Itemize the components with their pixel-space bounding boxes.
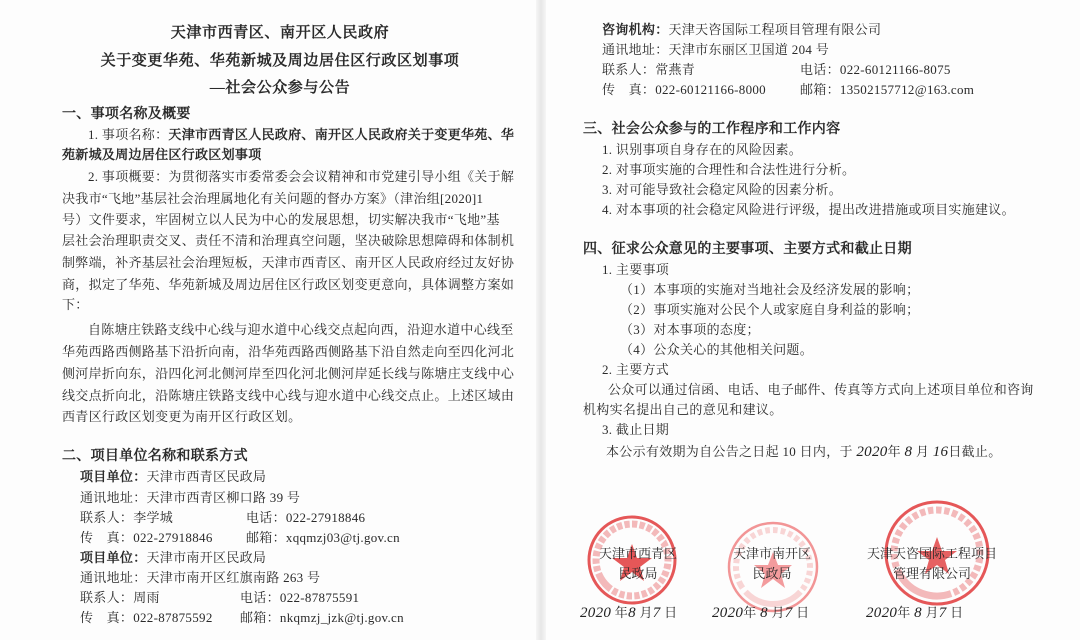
unit1-name bbox=[80, 469, 266, 485]
item2-line: 决我市“飞地”基层社会治理属地化有关问题的督办方案》（津治组[2020]1 bbox=[62, 191, 484, 206]
signature-line: 管理有限公司 bbox=[892, 566, 972, 581]
item2-line: 制弊端，补齐基层社会治理短板，天津市西青区、南开区人民政府经过友好协 bbox=[62, 255, 515, 270]
consultant-fax bbox=[602, 82, 766, 98]
boundary-line: 华苑西路西侧路基下沿折向南，沿华苑西路西侧路基下沿自然走向至四化河北 bbox=[62, 344, 515, 359]
item1-text: 天津市西青区人民政府、南开区人民政府关于变更华苑、华 bbox=[168, 127, 515, 142]
label: 日 bbox=[664, 605, 678, 620]
value: 天津天咨国际工程项目管理有限公司 bbox=[668, 22, 882, 37]
label: 通讯地址： bbox=[602, 42, 669, 57]
section4-sub1: 1. 主要事项 bbox=[602, 262, 670, 277]
label: 项目单位： bbox=[80, 469, 147, 484]
label: 联系人： bbox=[80, 510, 134, 525]
label: 电话： bbox=[800, 62, 840, 77]
boundary-line: 线交点折向北，沿陈塘庄铁路支线中心线与迎水道中心线交点止。上述区域由 bbox=[62, 388, 515, 403]
section3-heading: 三、社会公众参与的工作程序和工作内容 bbox=[583, 122, 841, 137]
value: 022-27918846 bbox=[285, 510, 366, 525]
value: 022-60121166-8075 bbox=[839, 62, 951, 77]
unit1-fax bbox=[80, 530, 213, 546]
label: 月 bbox=[915, 444, 930, 459]
day: 7 bbox=[938, 605, 947, 621]
value: 李学城 bbox=[133, 510, 174, 525]
date-nankai bbox=[712, 605, 809, 621]
label: 电话： bbox=[246, 510, 286, 525]
label: 邮箱： bbox=[800, 82, 840, 97]
title-line-1: 天津市西青区、南开区人民政府 bbox=[170, 25, 390, 41]
boundary-line: 自陈塘庄铁路支线中心线与迎水道中心线交点起向西，沿迎水道中心线至 bbox=[88, 322, 514, 337]
value: 022-60121166-8000 bbox=[655, 82, 766, 97]
month: 8 bbox=[628, 605, 636, 621]
deadline-year: 2020 bbox=[856, 444, 888, 460]
month: 8 bbox=[914, 605, 922, 621]
label: 邮箱： bbox=[246, 530, 286, 545]
signature-line: 民政局 bbox=[752, 566, 792, 581]
consultant-contact bbox=[602, 62, 695, 78]
section3-item: 3. 对可能导致社会稳定风险的因素分析。 bbox=[602, 182, 843, 197]
value: 天津市东丽区卫国道 204 号 bbox=[668, 42, 830, 57]
unit2-contact bbox=[80, 590, 160, 606]
item2-line: 2. 事项概要：为贯彻落实市委常委会会议精神和市党建引导小组《关于解 bbox=[88, 169, 515, 184]
label: 年 bbox=[887, 444, 901, 459]
label: 传 真： bbox=[80, 610, 134, 625]
day: 7 bbox=[652, 605, 661, 621]
item2-line: 下： bbox=[62, 297, 89, 312]
section4-sub1-item: （3）对本事项的态度； bbox=[620, 322, 760, 337]
date-tianzi bbox=[866, 605, 963, 621]
value: xqqmzj03@tj.gov.cn bbox=[285, 530, 400, 545]
label: 通讯地址： bbox=[80, 570, 147, 585]
label: 月 bbox=[639, 605, 653, 620]
year: 2020 bbox=[866, 605, 898, 621]
label: 日 bbox=[796, 605, 810, 620]
month: 8 bbox=[760, 605, 768, 621]
deadline-month: 8 bbox=[904, 444, 913, 460]
title-line-2: 关于变更华苑、华苑新城及周边居住区行政区划事项 bbox=[100, 53, 460, 69]
unit2-fax bbox=[80, 610, 213, 626]
consultant-address bbox=[602, 42, 829, 58]
signature-line: 天津市南开区 bbox=[732, 546, 812, 561]
section4-sub2-line: 公众可以通过信函、电话、电子邮件、传真等方式向上述项目单位和咨询 bbox=[608, 382, 1034, 397]
label: 咨询机构： bbox=[602, 22, 669, 37]
deadline-suffix: 日截止。 bbox=[948, 444, 1002, 459]
consultant-email bbox=[800, 82, 974, 98]
section2-heading: 二、项目单位名称和联系方式 bbox=[62, 449, 248, 464]
value: 周雨 bbox=[133, 590, 160, 605]
value: 13502157712@163.com bbox=[839, 82, 975, 97]
section4-sub1-item: （4）公众关心的其他相关问题。 bbox=[620, 342, 814, 357]
value: 022-27918846 bbox=[133, 530, 213, 545]
label: 电话： bbox=[240, 590, 280, 605]
section4-heading: 四、征求公众意见的主要事项、主要方式和截止日期 bbox=[583, 242, 912, 257]
label: 传 真： bbox=[602, 82, 656, 97]
section1-heading: 一、事项名称及概要 bbox=[62, 107, 191, 122]
unit2-address bbox=[80, 570, 320, 586]
year: 2020 bbox=[580, 605, 612, 621]
section3-item: 4. 对本事项的社会稳定风险进行评级，提出改进措施或项目实施建议。 bbox=[602, 202, 1015, 217]
unit2-phone bbox=[240, 590, 359, 606]
item2-line: 层社会治理职责交叉、责任不清和治理真空问题，坚决破除思想障碍和体制机 bbox=[62, 233, 515, 248]
label: 联系人： bbox=[80, 590, 134, 605]
day: 7 bbox=[784, 605, 793, 621]
consultant-name bbox=[602, 22, 881, 38]
value: 天津市西青区民政局 bbox=[146, 469, 267, 484]
signature-line: 天津天咨国际工程项目 bbox=[866, 546, 998, 561]
section3-item: 1. 识别事项自身存在的风险因素。 bbox=[602, 142, 803, 157]
section4-sub1-item: （1）本事项的实施对当地社会及经济发展的影响； bbox=[620, 282, 920, 297]
value: 天津市南开区红旗南路 263 号 bbox=[146, 570, 321, 585]
item1-label: 1. 事项名称： bbox=[88, 127, 169, 142]
signature-tianzi bbox=[867, 544, 997, 584]
label: 联系人： bbox=[602, 62, 656, 77]
value: 天津市南开区民政局 bbox=[146, 550, 267, 565]
label: 日 bbox=[950, 605, 964, 620]
value: 常燕青 bbox=[655, 62, 696, 77]
consultant-phone bbox=[800, 62, 951, 78]
year: 2020 bbox=[712, 605, 744, 621]
section3-item: 2. 对事项实施的合理性和合法性进行分析。 bbox=[602, 162, 856, 177]
item2-line: 号）文件要求，牢固树立以人民为中心的发展思想，切实解决我市“飞地”基 bbox=[62, 212, 500, 227]
label: 月 bbox=[925, 605, 939, 620]
item2-line: 商，拟定了华苑、华苑新城及周边居住区行政区划变更意向，具体调整方案如 bbox=[62, 277, 515, 292]
signature-line: 天津市西青区 bbox=[598, 546, 678, 561]
signature-nankai bbox=[733, 544, 811, 584]
value: 022-87875591 bbox=[279, 590, 360, 605]
label: 邮箱： bbox=[240, 610, 280, 625]
unit1-address bbox=[80, 490, 300, 506]
signature-xiqing bbox=[599, 544, 677, 584]
date-xiqing bbox=[580, 605, 677, 621]
deadline-prefix: 本公示有效期为自公告之日起 10 日内，于 bbox=[606, 444, 853, 459]
label: 月 bbox=[771, 605, 785, 620]
label: 年 bbox=[897, 605, 911, 620]
unit1-phone bbox=[246, 510, 365, 526]
label: 传 真： bbox=[80, 530, 134, 545]
signature-line: 民政局 bbox=[618, 566, 658, 581]
deadline-line bbox=[606, 444, 1002, 460]
page-gutter bbox=[536, 0, 546, 640]
unit2-name bbox=[80, 550, 266, 566]
value: 022-87875592 bbox=[133, 610, 213, 625]
label: 通讯地址： bbox=[80, 490, 147, 505]
unit1-email bbox=[246, 530, 400, 546]
section4-sub2-line: 机构实名提出自己的意见和建议。 bbox=[583, 402, 783, 417]
title-line-3: —社会公众参与公告 bbox=[209, 80, 351, 96]
section4-sub2: 2. 主要方式 bbox=[602, 362, 670, 377]
value: nkqmzj_jzk@tj.gov.cn bbox=[279, 610, 404, 625]
value: 天津市西青区柳口路 39 号 bbox=[146, 490, 301, 505]
label: 年 bbox=[614, 605, 629, 620]
item1-line bbox=[88, 127, 514, 143]
unit2-email bbox=[240, 610, 404, 626]
boundary-line: 侧河岸折向东，沿四化河北侧河岸至四化河北侧河岸延长线与陈塘庄支线中心 bbox=[62, 366, 515, 381]
label: 项目单位： bbox=[80, 550, 147, 565]
section4-sub1-item: （2）事项实施对公民个人或家庭自身利益的影响； bbox=[620, 302, 920, 317]
item1-text-cont: 苑新城及周边居住区行政区划事项 bbox=[62, 147, 262, 162]
label: 年 bbox=[743, 605, 757, 620]
section4-sub3: 3. 截止日期 bbox=[602, 422, 670, 437]
unit1-contact bbox=[80, 510, 173, 526]
deadline-day: 16 bbox=[932, 444, 949, 460]
boundary-line: 西青区行政区划变更为南开区行政区划。 bbox=[62, 409, 302, 424]
